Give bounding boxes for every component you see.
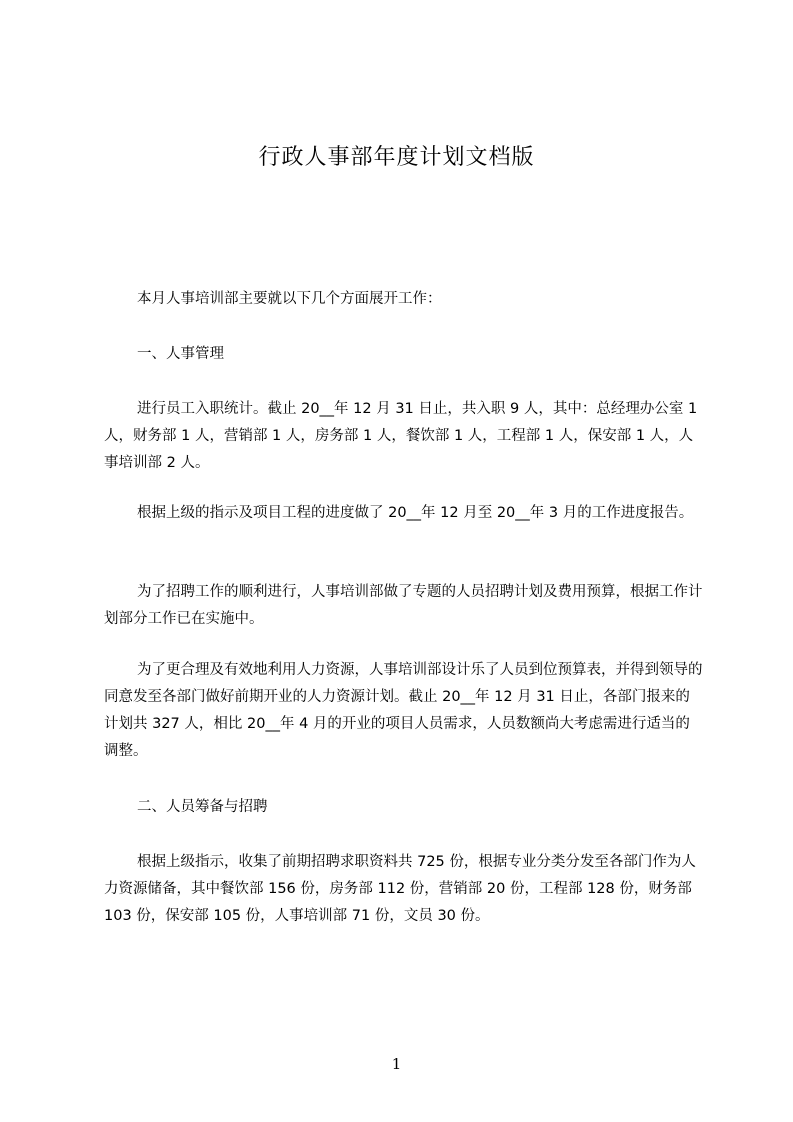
page-number: 1 (391, 1055, 402, 1073)
paragraph-progress-report: 根据上级的指示及项目工程的进度做了 20__年 12 月至 20__年 3 月的工作进度报告。 (137, 505, 694, 521)
paragraph-resume-collection: 根据上级指示，收集了前期招聘求职资料共 725 份，根据专业分类分发至各部门作为人力资源储备，其中餐饮部 156 份，房务部 112 份，营销部 20 份，工程部 128 份，财务部 103 份，保安部 105 份，人事培训部 71 份，文员 30 份。 (104, 854, 696, 924)
document-title: 行政人事部年度计划文档版 (258, 145, 535, 170)
paragraph-recruitment-plan: 为了招聘工作的顺利进行，人事培训部做了专题的人员招聘计划及费用预算，根据工作计划部分工作已在实施中。 (104, 584, 703, 627)
intro-text: 本月人事培训部主要就以下几个方面展开工作： (137, 291, 442, 307)
paragraph-hr-budget: 为了更合理及有效地利用人力资源，人事培训部设计乐了人员到位预算表，并得到领导的同意发至各部门做好前期开业的人力资源计划。截止 20__年 12 月 31 日止，各部门报来的计划共 327 人，相比 20__年 4 月的开业的项目人员需求，人员数额尚大考虑需进行适当的调整。 (104, 662, 703, 759)
section-heading-personnel-management: 一、人事管理 (137, 346, 224, 362)
section-heading-staff-recruitment: 二、人员筹备与招聘 (137, 799, 268, 815)
paragraph-onboarding-stats: 进行员工入职统计。截止 20__年 12 月 31 日止，共入职 9 人，其中：总经理办公室 1 人，财务部 1 人，营销部 1 人，房务部 1 人，餐饮部 1 人，工程部 1 人，保安部 1 人，人事培训部 2 人。 (104, 401, 698, 471)
